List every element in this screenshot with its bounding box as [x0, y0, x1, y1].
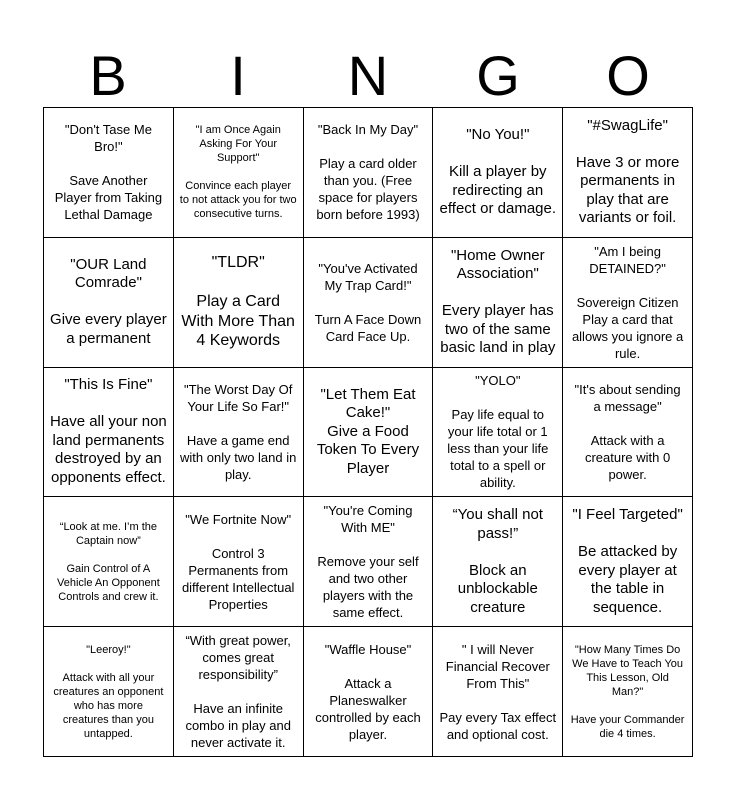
- bingo-cell[interactable]: [44, 497, 174, 627]
- bingo-cell-text: "We Fortnite Now" Control 3 Permanents from different Intellectual Properties: [181, 511, 295, 612]
- bingo-cell[interactable]: [304, 627, 434, 757]
- bingo-cell-text: “With great power, comes great responsibility” Have an infinite combo in play and never activate it.: [185, 633, 291, 751]
- bingo-cell[interactable]: [304, 368, 434, 498]
- bingo-cell-text: "No You!" Kill a player by redirecting an effect or damage.: [439, 126, 557, 218]
- bingo-cell[interactable]: [563, 108, 693, 238]
- bingo-cell-text: "Leeroy!" Attack with all your creatures an opponent who has more creatures than you untapped.: [53, 643, 164, 740]
- bingo-cell[interactable]: [433, 108, 563, 238]
- bingo-cell[interactable]: [174, 627, 304, 757]
- bingo-cell[interactable]: [433, 627, 563, 757]
- bingo-cell[interactable]: [44, 627, 174, 757]
- bingo-cell[interactable]: [563, 368, 693, 498]
- bingo-cell-text: "You're Coming With ME" Remove your self and two other players with the same effect.: [317, 503, 419, 621]
- bingo-cell-text: "The Worst Day Of Your Life So Far!" Have a game end with only two land in play.: [180, 381, 297, 482]
- bingo-cell-text: "You've Activated My Trap Card!" Turn A Face Down Card Face Up.: [314, 260, 422, 344]
- header-letter-n: N: [347, 44, 389, 107]
- bingo-cell[interactable]: [433, 368, 563, 498]
- bingo-cell-text: "This Is Fine" Have all your non land permanents destroyed by an opponents effect.: [50, 376, 167, 486]
- bingo-cell[interactable]: [174, 108, 304, 238]
- bingo-cell-text: "I am Once Again Asking For Your Support" Convince each player to not attack you for two consecutive turns.: [179, 124, 297, 221]
- bingo-cell-text: "Back In My Day" Play a card older than you. (Free space for players born before 1993): [316, 122, 420, 223]
- header-letter-o: O: [606, 44, 650, 107]
- bingo-cell[interactable]: [304, 497, 434, 627]
- bingo-cell[interactable]: [433, 238, 563, 368]
- bingo-cell-text: "YOLO" Pay life equal to your life total or 1 less than your life total to a spell or ability.: [447, 373, 549, 491]
- bingo-cell[interactable]: [44, 238, 174, 368]
- bingo-cell[interactable]: [44, 108, 174, 238]
- bingo-cell-text: "It's about sending a message" Attack with a creature with 0 power.: [574, 381, 681, 482]
- bingo-cell[interactable]: [563, 627, 693, 757]
- bingo-cell-text: "Let Them Eat Cake!" Give a Food Token To Every Player: [316, 385, 420, 477]
- bingo-cell[interactable]: [174, 497, 304, 627]
- bingo-cell[interactable]: [563, 238, 693, 368]
- bingo-cell-text: "How Many Times Do We Have to Teach You This Lesson, Old Man?" Have your Commander die 4 times.: [570, 643, 685, 740]
- bingo-cell-text: "I Feel Targeted" Be attacked by every player at the table in sequence.: [572, 506, 683, 616]
- header-letter-g: G: [476, 44, 520, 107]
- bingo-cell-text: "Home Owner Association" Every player has two of the same basic land in play: [440, 246, 556, 357]
- bingo-cell-text: “You shall not pass!” Block an unblockable creature: [452, 506, 543, 616]
- bingo-header: [43, 46, 693, 106]
- bingo-cell-text: "Waffle House" Attack a Planeswalker controlled by each player.: [315, 641, 421, 742]
- bingo-cell[interactable]: [304, 108, 434, 238]
- bingo-cell-text: "#SwagLife" Have 3 or more permanents in play that are variants or foil.: [575, 116, 680, 227]
- bingo-cell[interactable]: [174, 368, 304, 498]
- bingo-cell[interactable]: [433, 497, 563, 627]
- bingo-cell-text: “Look at me. I’m the Captain now” Gain Control of A Vehicle An Opponent Controls and crew it.: [57, 520, 160, 603]
- bingo-grid: [43, 107, 693, 757]
- bingo-cell-text: "OUR Land Comrade" Give every player a permanent: [50, 255, 167, 347]
- bingo-cell[interactable]: [44, 368, 174, 498]
- bingo-cell[interactable]: [174, 238, 304, 368]
- bingo-cell[interactable]: [563, 497, 693, 627]
- bingo-cell[interactable]: [304, 238, 434, 368]
- bingo-cell-text: "Don't Tase Me Bro!" Save Another Player from Taking Lethal Damage: [54, 122, 163, 223]
- bingo-cell-text: "TLDR" Play a Card With More Than 4 Keywords: [181, 254, 295, 350]
- header-letter-i: I: [230, 44, 246, 107]
- bingo-cell-text: " I will Never Financial Recover From This" Pay every Tax effect and optional cost.: [439, 641, 557, 742]
- header-letter-b: B: [89, 44, 127, 107]
- bingo-cell-text: "Am I being DETAINED?" Sovereign Citizen Play a card that allows you ignore a rule.: [571, 243, 684, 361]
